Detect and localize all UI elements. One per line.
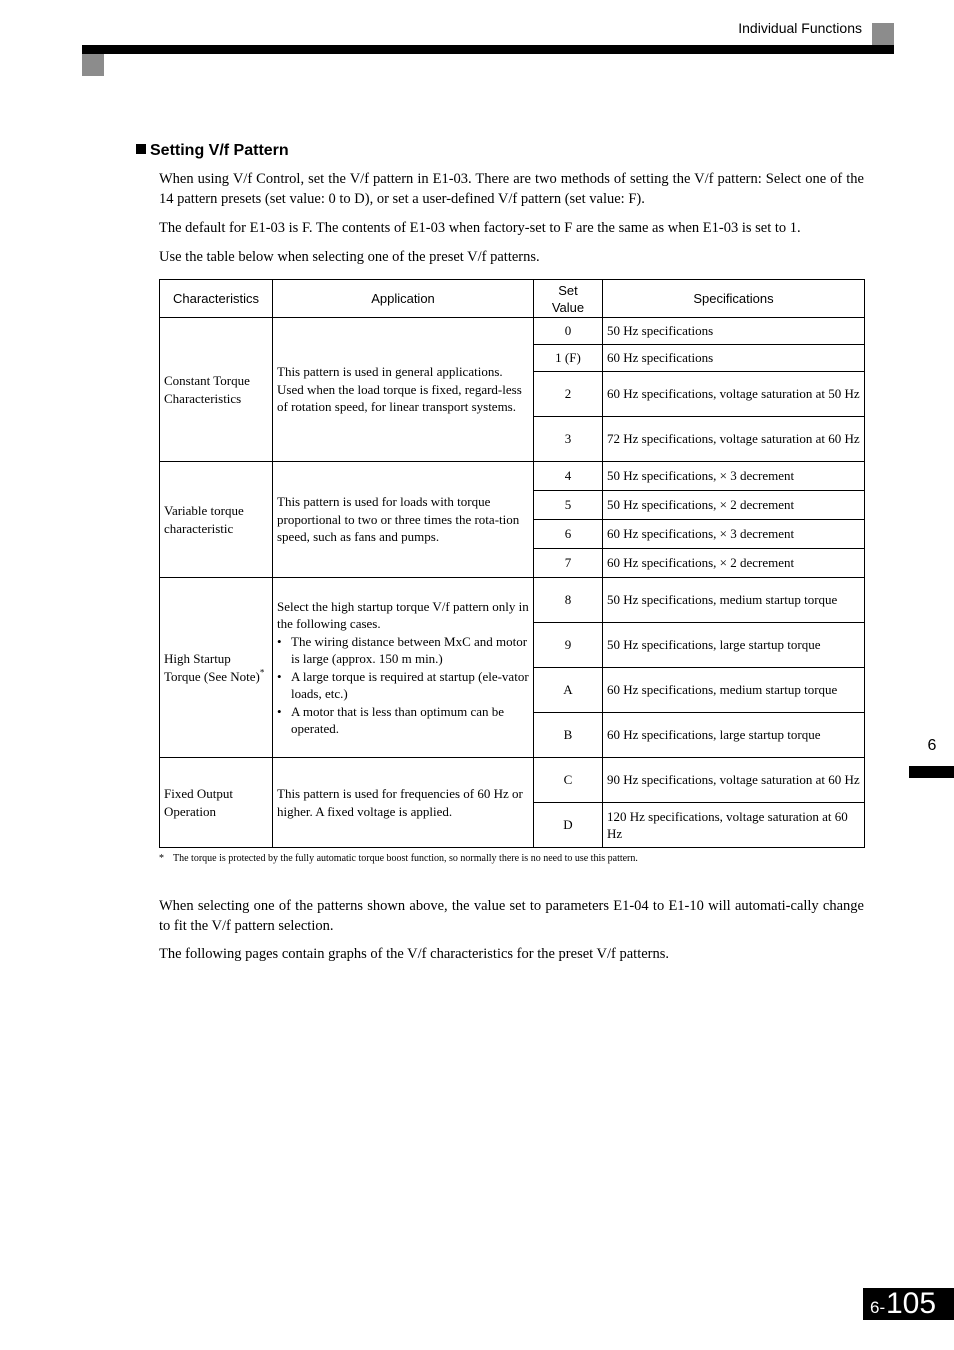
header-specifications: Specifications <box>603 280 865 318</box>
application-intro: Select the high startup torque V/f pattern only in the following cases. <box>277 598 529 631</box>
table-footnote <box>159 853 864 864</box>
header-application: Application <box>273 280 534 318</box>
header-set-value: Set Value <box>534 280 603 318</box>
application-bullet: • A large torque is required at startup (ele-vator loads, etc.) <box>277 668 529 701</box>
spec-cell: 50 Hz specifications <box>603 318 865 345</box>
spec-cell: 60 Hz specifications, medium startup torque <box>603 668 865 713</box>
set-value-cell: 6 <box>534 520 603 549</box>
intro-paragraph-3: Use the table below when selecting one of the preset V/f patterns. <box>159 249 540 265</box>
footnote-text: The torque is protected by the fully automatic torque boost function, so normally there is no need to use this pattern. <box>173 853 638 864</box>
spec-cell: 60 Hz specifications, voltage saturation at 50 Hz <box>603 372 865 417</box>
table-row <box>160 578 865 623</box>
spec-cell: 50 Hz specifications, × 3 decrement <box>603 462 865 491</box>
set-value-cell: 2 <box>534 372 603 417</box>
section-title <box>136 142 289 160</box>
spec-cell: 60 Hz specifications, large startup torque <box>603 713 865 758</box>
note-mark: * <box>259 667 265 678</box>
set-value-cell: A <box>534 668 603 713</box>
page-number-value: 105 <box>886 1287 937 1320</box>
spec-cell: 50 Hz specifications, medium startup torque <box>603 578 865 623</box>
set-value-cell: 0 <box>534 318 603 345</box>
set-value-cell: D <box>534 803 603 848</box>
intro-paragraph-2: The default for E1-03 is F. The contents of E1-03 when factory-set to F are the same as when E1-03 is set to 1. <box>159 220 801 236</box>
page-number <box>863 1288 954 1320</box>
table-row <box>160 758 865 803</box>
characteristics-cell: Variable torque characteristic <box>160 462 273 578</box>
spec-cell: 60 Hz specifications, × 2 decrement <box>603 549 865 578</box>
set-value-cell: 8 <box>534 578 603 623</box>
spec-cell: 120 Hz specifications, voltage saturation at 60 Hz <box>603 803 865 848</box>
spec-cell: 50 Hz specifications, large startup torque <box>603 623 865 668</box>
footnote-mark: * <box>159 853 164 864</box>
characteristics-cell: Constant Torque Characteristics <box>160 318 273 462</box>
set-value-cell: 4 <box>534 462 603 491</box>
after-paragraph-1: When selecting one of the patterns shown above, the value set to parameters E1-04 to E1-10 will automati-cally change to fit the V/f pattern selection. <box>159 898 864 934</box>
spec-cell: 72 Hz specifications, voltage saturation at 60 Hz <box>603 417 865 462</box>
set-value-cell: B <box>534 713 603 758</box>
application-cell: This pattern is used in general applications. Used when the load torque is fixed, regard-less of rotation speed, for linear transport systems. <box>273 318 534 462</box>
header-gray-square <box>82 54 104 76</box>
spec-cell: 60 Hz specifications, × 3 decrement <box>603 520 865 549</box>
spec-cell: 90 Hz specifications, voltage saturation at 60 Hz <box>603 758 865 803</box>
application-cell <box>273 578 534 758</box>
section-title-text: Setting V/f Pattern <box>150 142 289 159</box>
header-gray-box <box>872 23 894 45</box>
application-cell: This pattern is used for frequencies of 60 Hz or higher. A fixed voltage is applied. <box>273 758 534 848</box>
header-characteristics: Characteristics <box>160 280 273 318</box>
set-value-cell: 5 <box>534 491 603 520</box>
set-value-cell: 9 <box>534 623 603 668</box>
after-paragraph-2: The following pages contain graphs of the V/f characteristics for the preset V/f patterns. <box>159 946 670 962</box>
application-bullet: • The wiring distance between MxC and motor is large (approx. 150 m min.) <box>277 633 528 666</box>
vf-pattern-table <box>159 279 865 848</box>
chapter-tab-bar <box>909 766 954 778</box>
set-value-cell: 1 (F) <box>534 345 603 372</box>
application-cell: This pattern is used for loads with torque proportional to two or three times the rota-tion speed, such as fans and pumps. <box>273 462 534 578</box>
characteristics-cell: Fixed Output Operation <box>160 758 273 848</box>
table-row <box>160 318 865 345</box>
application-bullet: • A motor that is less than optimum can be operated. <box>277 703 505 736</box>
page-number-prefix: 6- <box>870 1298 886 1317</box>
table-header-row <box>160 280 865 318</box>
set-value-cell: 7 <box>534 549 603 578</box>
intro-paragraph-1: When using V/f Control, set the V/f pattern in E1-03. There are two methods of setting the V/f pattern: Select one of the 14 pattern presets (set value: 0 to D), or set a user-defined V/f pattern (set value: F). <box>159 171 864 207</box>
header-rule <box>82 45 894 54</box>
chapter-tab-number: 6 <box>927 737 937 754</box>
spec-cell: 50 Hz specifications, × 2 decrement <box>603 491 865 520</box>
square-bullet-icon <box>136 144 146 154</box>
running-header: Individual Functions <box>738 20 862 36</box>
table-row <box>160 462 865 491</box>
set-value-cell: C <box>534 758 603 803</box>
set-value-cell: 3 <box>534 417 603 462</box>
spec-cell: 60 Hz specifications <box>603 345 865 372</box>
characteristics-cell: High Startup Torque (See Note)* <box>160 578 273 758</box>
